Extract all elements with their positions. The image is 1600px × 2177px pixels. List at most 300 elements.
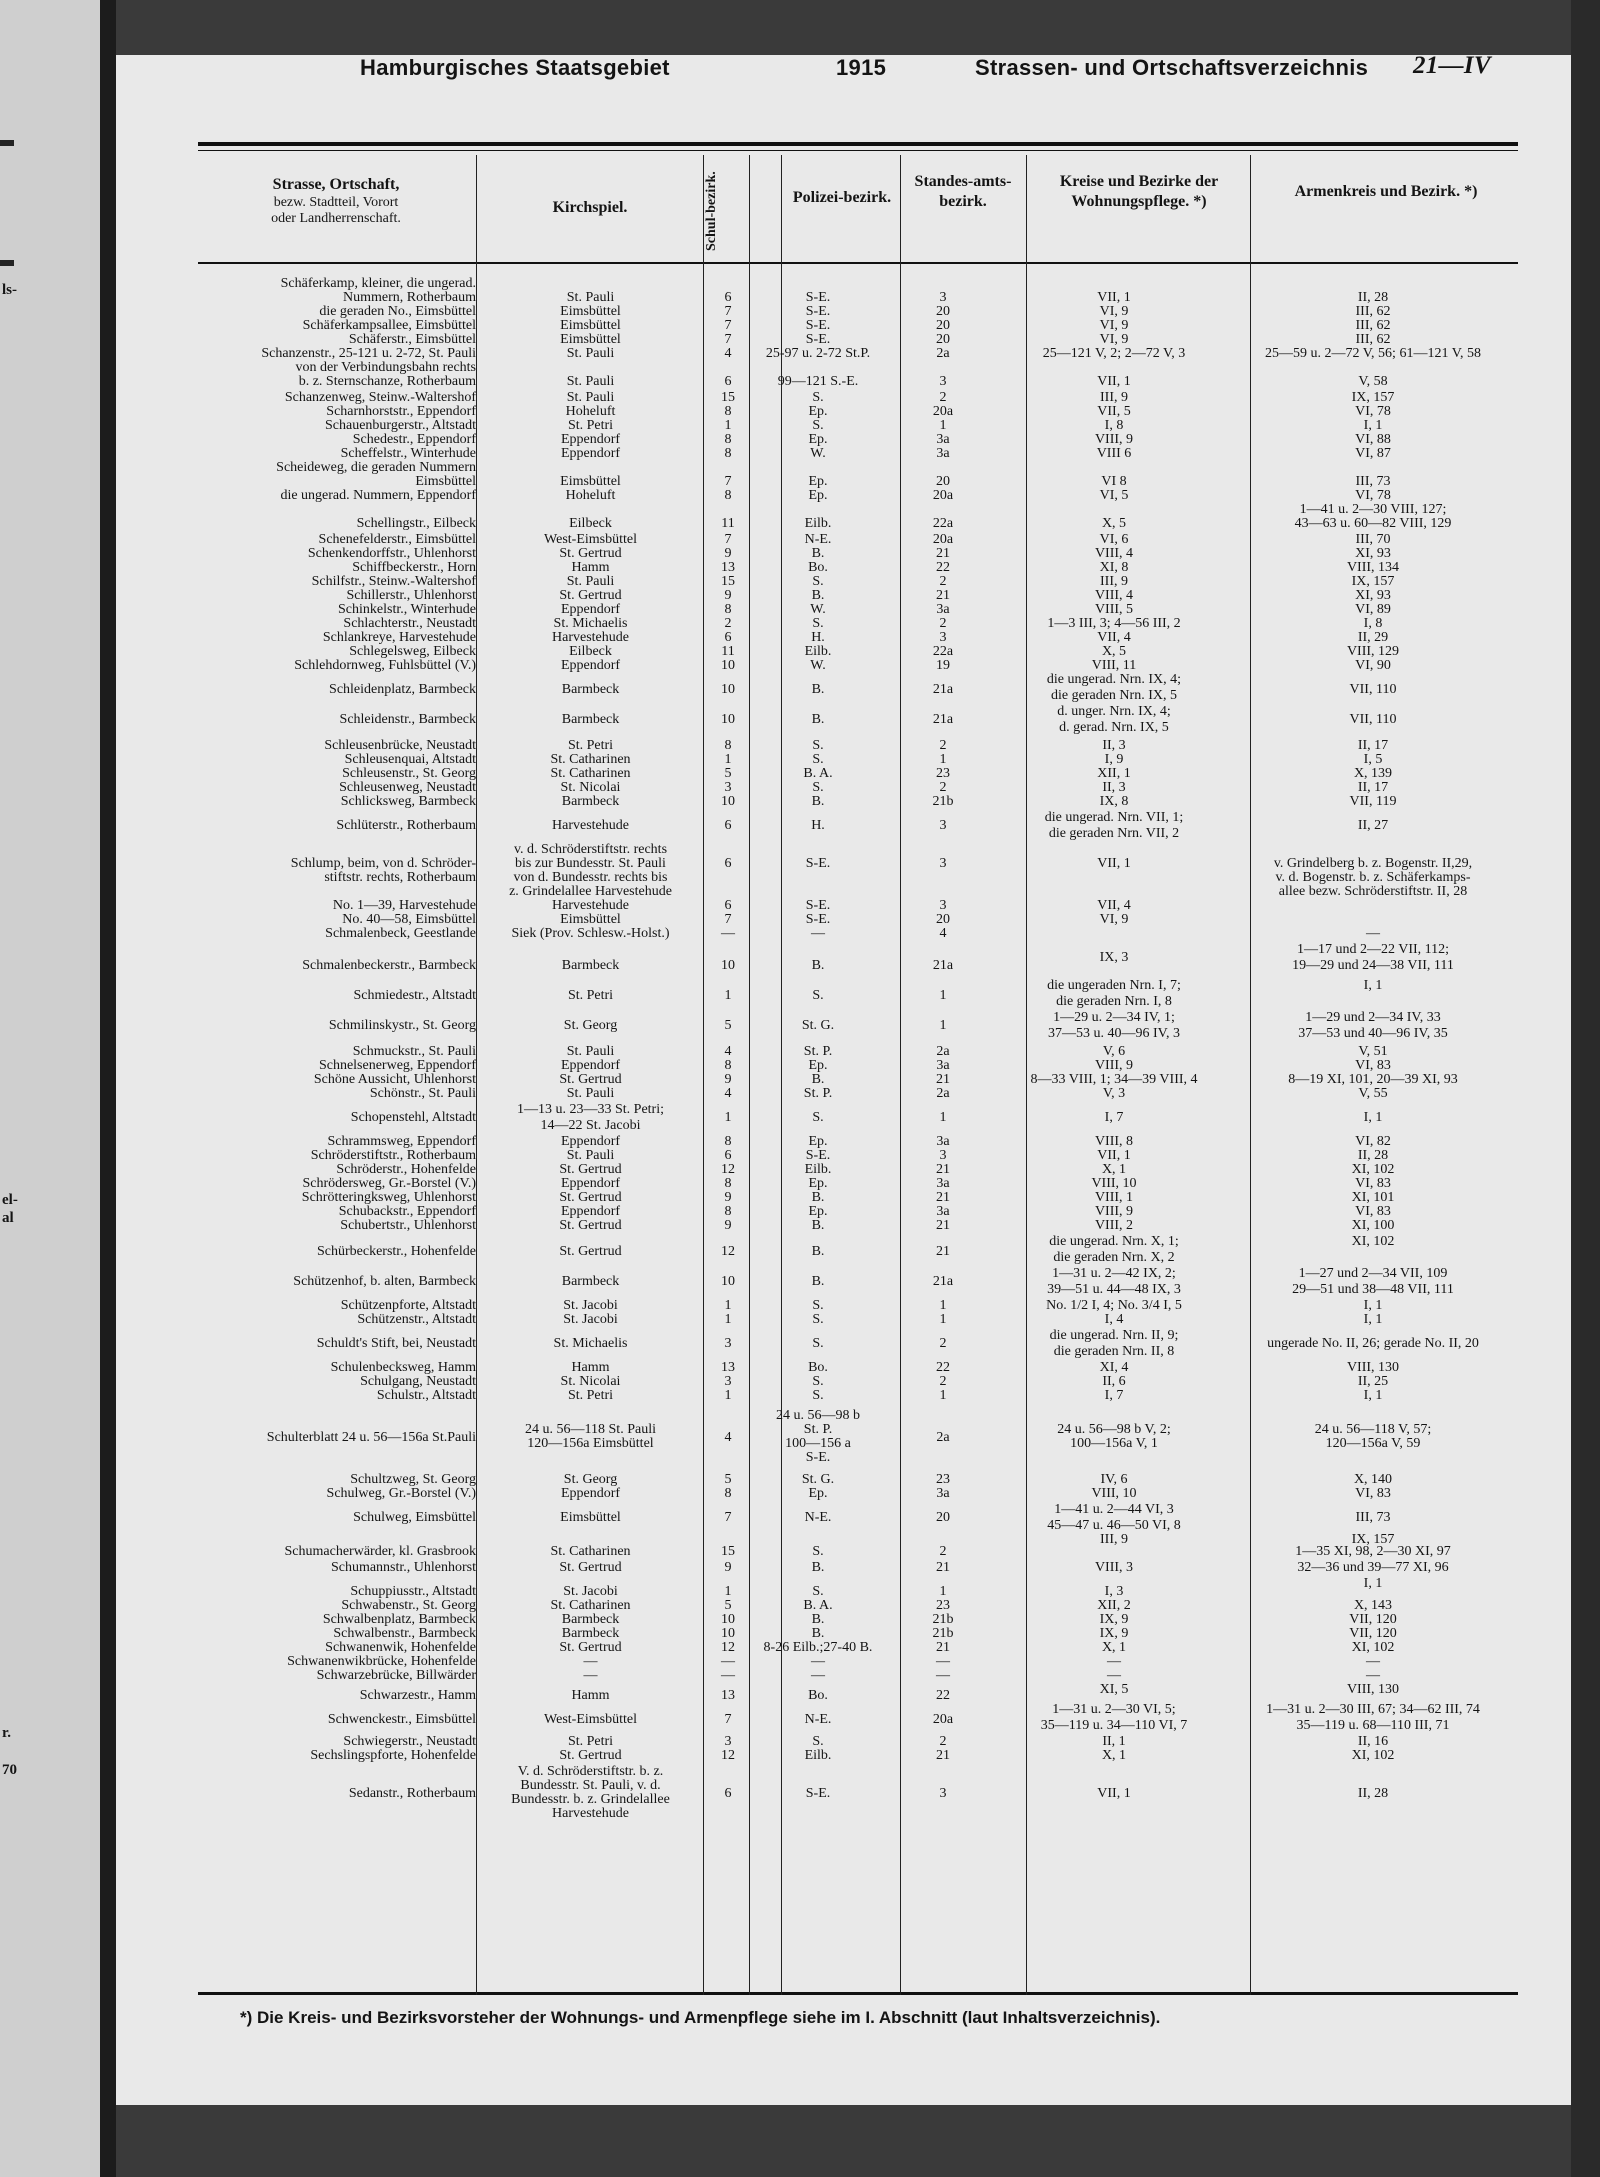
armenkreis-cell: II, 17 (1357, 780, 1389, 795)
street-name-cell: Schlump, beim, von d. Schröder- (290, 856, 476, 871)
schulbezirk-cell: 11 (721, 644, 735, 659)
standesamtsbezirk-cell: 21a (932, 682, 954, 697)
schulbezirk-cell: 6 (724, 856, 732, 871)
polizeibezirk-cell: Ep. (808, 1486, 828, 1501)
schulbezirk-cell: 9 (724, 1560, 732, 1575)
schulbezirk-cell: 10 (721, 712, 735, 727)
armenkreis-cell: V, 55 (1358, 1086, 1388, 1101)
kirchspiel-cell: St. Gertrud (559, 546, 622, 561)
armenkreis-cell: V, 51 (1358, 1044, 1388, 1059)
polizeibezirk-cell: S-E. (805, 304, 831, 319)
wohnungspflege-cell: VII, 5 (1097, 404, 1131, 419)
armenkreis-cell: VII, 119 (1349, 794, 1397, 809)
wohnungspflege-cell: IX, 9 (1099, 1626, 1129, 1641)
schulbezirk-cell: 6 (724, 290, 732, 305)
kirchspiel-cell: Eppendorf (560, 602, 621, 617)
polizeibezirk-cell: Ep. (808, 432, 828, 447)
armenkreis-cell: IX, 157 (1351, 574, 1395, 589)
street-directory-table (198, 276, 1518, 1986)
street-name-cell: Schröderstr., Hohenfelde (336, 1162, 476, 1177)
standesamtsbezirk-cell: 3 (939, 1148, 947, 1163)
standesamtsbezirk-cell: 3 (939, 374, 947, 389)
street-name-cell: Schäferkampsallee, Eimsbüttel (302, 318, 476, 333)
street-name-cell: Schenefelderstr., Eimsbüttel (318, 532, 476, 547)
armenkreis-cell: VIII, 129 (1346, 644, 1400, 659)
wohnungspflege-cell: VIII, 8 (1094, 1134, 1134, 1149)
kirchspiel-cell: Eimsbüttel (560, 332, 621, 347)
wohnungspflege-cell: — (1107, 1668, 1121, 1683)
armenkreis-cell: VI, 83 (1355, 1058, 1391, 1073)
polizeibezirk-cell: S-E. (805, 290, 831, 305)
schulbezirk-cell: 8 (724, 602, 732, 617)
kirchspiel-cell: Siek (Prov. Schlesw.-Holst.) (511, 926, 670, 941)
wohnungspflege-cell: IX, 9 (1099, 1612, 1129, 1627)
polizeibezirk-cell: Eilb. (804, 1162, 832, 1177)
wohnungspflege-cell: VI, 9 (1099, 318, 1129, 333)
standesamtsbezirk-cell: 21 (936, 1190, 950, 1205)
wohnungspflege-cell: die geraden Nrn. II, 8 (1053, 1344, 1175, 1359)
kirchspiel-cell: Eppendorf (560, 432, 621, 447)
polizeibezirk-cell: S. (812, 1110, 824, 1125)
polizeibezirk-cell: S-E. (805, 856, 831, 871)
armenkreis-cell: II, 16 (1357, 1734, 1389, 1749)
street-name-cell: No. 40—58, Eimsbüttel (342, 912, 476, 927)
schulbezirk-cell: 12 (721, 1162, 735, 1177)
standesamtsbezirk-cell: 3 (939, 818, 947, 833)
standesamtsbezirk-cell: 1 (939, 1388, 947, 1403)
street-name-cell: die ungerad. Nummern, Eppendorf (280, 488, 476, 503)
schulbezirk-cell: 9 (724, 1072, 732, 1087)
kirchspiel-cell: St. Catharinen (550, 752, 631, 767)
polizeibezirk-cell: Eilb. (804, 644, 832, 659)
column-header-kirchspiel: Kirchspiel. (552, 199, 628, 216)
kirchspiel-cell: St. Catharinen (550, 1544, 631, 1559)
schulbezirk-cell: 9 (724, 588, 732, 603)
kirchspiel-cell: St. Pauli (566, 290, 615, 305)
wohnungspflege-cell: V, 6 (1102, 1044, 1126, 1059)
schulbezirk-cell: 4 (724, 346, 732, 361)
armenkreis-cell: III, 62 (1355, 304, 1391, 319)
wohnungspflege-cell: I, 7 (1104, 1388, 1124, 1403)
schulbezirk-cell: 8 (724, 488, 732, 503)
polizeibezirk-cell: B. (811, 1190, 825, 1205)
standesamtsbezirk-cell: 2 (939, 1734, 947, 1749)
armenkreis-cell: I, 5 (1363, 752, 1383, 767)
polizeibezirk-cell: S-E. (805, 318, 831, 333)
wohnungspflege-cell: X, 1 (1101, 1640, 1127, 1655)
kirchspiel-cell: Eimsbüttel (560, 912, 621, 927)
polizeibezirk-cell: S. (812, 1298, 824, 1313)
schulbezirk-cell: 15 (721, 1544, 735, 1559)
armenkreis-cell: X, 139 (1353, 766, 1393, 781)
wohnungspflege-cell: VI 8 (1101, 474, 1127, 489)
wohnungspflege-cell: II, 1 (1102, 1734, 1126, 1749)
schulbezirk-cell: 6 (724, 1786, 732, 1801)
standesamtsbezirk-cell: 3 (939, 630, 947, 645)
kirchspiel-cell: Eppendorf (560, 1204, 621, 1219)
wohnungspflege-cell: V, 3 (1102, 1086, 1126, 1101)
wohnungspflege-cell: VIII, 3 (1094, 1560, 1134, 1575)
kirchspiel-cell: Hoheluft (565, 488, 616, 503)
standesamtsbezirk-cell: 2a (936, 1044, 950, 1059)
kirchspiel-cell: Hamm (571, 1688, 610, 1703)
kirchspiel-cell: St. Pauli (566, 574, 615, 589)
polizeibezirk-cell: Ep. (808, 404, 828, 419)
standesamtsbezirk-cell: 2 (939, 1544, 947, 1559)
kirchspiel-cell: St. Gertrud (559, 1190, 622, 1205)
armenkreis-cell: 120—156a V, 59 (1325, 1436, 1421, 1451)
wohnungspflege-cell: I, 4 (1104, 1312, 1124, 1327)
standesamtsbezirk-cell: 2 (939, 1374, 947, 1389)
armenkreis-cell: VI, 78 (1355, 488, 1391, 503)
wohnungspflege-cell: VI, 9 (1099, 332, 1129, 347)
kirchspiel-cell: Eppendorf (560, 1486, 621, 1501)
wohnungspflege-cell: die ungerad. Nrn. VII, 1; (1044, 810, 1184, 825)
armenkreis-cell: VIII, 134 (1346, 560, 1400, 575)
schulbezirk-cell: 11 (721, 516, 735, 531)
prev-page-fragment: 70 (2, 1762, 17, 1778)
wohnungspflege-cell: VIII, 9 (1094, 432, 1134, 447)
armenkreis-cell: II, 28 (1357, 1148, 1389, 1163)
armenkreis-cell: — (1366, 1668, 1380, 1683)
street-name-cell: Schwanenwik, Hohenfelde (325, 1640, 476, 1655)
kirchspiel-cell: St. Gertrud (559, 1244, 622, 1259)
wohnungspflege-cell: VI, 9 (1099, 304, 1129, 319)
armenkreis-cell: 35—119 u. 68—110 III, 71 (1296, 1718, 1450, 1733)
schulbezirk-cell: 8 (724, 1176, 732, 1191)
street-name-cell: Schleusenquai, Altstadt (344, 752, 476, 767)
schulbezirk-cell: 1 (724, 988, 732, 1003)
armenkreis-cell: v. d. Bogenstr. b. z. Schäferkamps- (1275, 870, 1471, 885)
prev-page-fragment: el- (2, 1192, 18, 1208)
armenkreis-cell: X, 143 (1353, 1598, 1393, 1613)
armenkreis-cell: III, 62 (1355, 332, 1391, 347)
polizeibezirk-cell: Ep. (808, 474, 828, 489)
street-name-cell: Schleusenstr., St. Georg (342, 766, 476, 781)
column-header-rule (198, 262, 1518, 264)
standesamtsbezirk-cell: 21 (936, 1244, 950, 1259)
wohnungspflege-cell: XI, 4 (1099, 1360, 1129, 1375)
wohnungspflege-cell: XI, 5 (1099, 1682, 1129, 1697)
armenkreis-cell: III, 62 (1355, 318, 1391, 333)
schulbezirk-cell: 12 (721, 1748, 735, 1763)
street-name-cell: Schmilinskystr., St. Georg (328, 1018, 476, 1033)
standesamtsbezirk-cell: 21b (932, 1626, 954, 1641)
armenkreis-cell: II, 29 (1357, 630, 1389, 645)
standesamtsbezirk-cell: 2 (939, 1336, 947, 1351)
polizeibezirk-cell: 100—156 a (785, 1436, 851, 1451)
standesamtsbezirk-cell: 22 (936, 1360, 950, 1375)
standesamtsbezirk-cell: 23 (936, 1472, 950, 1487)
polizeibezirk-cell: N-E. (804, 1712, 832, 1727)
kirchspiel-cell: Eimsbüttel (560, 304, 621, 319)
kirchspiel-cell: Barmbeck (561, 794, 620, 809)
schulbezirk-cell: 8 (724, 738, 732, 753)
kirchspiel-cell: Hoheluft (565, 404, 616, 419)
kirchspiel-cell: Barmbeck (561, 712, 620, 727)
column-subtitle: oder Landherrenschaft. (271, 211, 401, 226)
standesamtsbezirk-cell: 1 (939, 1312, 947, 1327)
wohnungspflege-cell: III, 9 (1100, 1532, 1128, 1547)
standesamtsbezirk-cell: 20 (936, 474, 950, 489)
polizeibezirk-cell: S. (812, 752, 824, 767)
standesamtsbezirk-cell: 23 (936, 766, 950, 781)
armenkreis-cell: 25—59 u. 2—72 V, 56; 61—121 V, 58 (1265, 346, 1481, 361)
street-name-cell: Schleusenweg, Neustadt (339, 780, 476, 795)
kirchspiel-cell: St. Gertrud (559, 1072, 622, 1087)
kirchspiel-cell: St. Jacobi (563, 1312, 618, 1327)
street-name-cell: Schilfstr., Steinw.-Waltershof (311, 574, 476, 589)
kirchspiel-cell: St. Jacobi (563, 1298, 618, 1313)
column-header-polizei: Polizei-bezirk. (792, 189, 892, 206)
standesamtsbezirk-cell: 2 (939, 390, 947, 405)
kirchspiel-cell: St. Petri (567, 988, 614, 1003)
wohnungspflege-cell: VIII, 4 (1094, 546, 1134, 561)
armenkreis-cell: VII, 110 (1349, 712, 1397, 727)
wohnungspflege-cell: VI, 6 (1099, 532, 1129, 547)
schulbezirk-cell: 7 (724, 474, 732, 489)
schulbezirk-cell: 12 (721, 1244, 735, 1259)
polizeibezirk-cell: B. (811, 958, 825, 973)
column-subtitle: bezw. Stadtteil, Vorort (273, 195, 399, 210)
header-rule-thin (198, 150, 1518, 151)
schulbezirk-cell: 7 (724, 304, 732, 319)
armenkreis-cell: VI, 90 (1355, 658, 1391, 673)
armenkreis-cell: 37—53 und 40—96 IV, 35 (1298, 1026, 1448, 1041)
armenkreis-cell: I, 1 (1363, 1312, 1383, 1327)
column-header-standesamt: Standes-amts-bezirk. (914, 173, 1012, 210)
kirchspiel-cell: bis zur Bundesstr. St. Pauli (515, 856, 666, 871)
armenkreis-cell: 1—35 XI, 98, 2—30 XI, 97 (1295, 1544, 1451, 1559)
standesamtsbezirk-cell: 4 (939, 926, 947, 941)
armenkreis-cell: ungerade No. II, 26; gerade No. II, 20 (1267, 1336, 1479, 1351)
footnote: *) Die Kreis- und Bezirksvorsteher der Wohnungs- und Armenpflege siehe im I. Abschnitt (laut Inhaltsverzeichnis). (240, 2008, 1161, 2027)
standesamtsbezirk-cell: 19 (936, 658, 950, 673)
schulbezirk-cell: 6 (724, 898, 732, 913)
standesamtsbezirk-cell: 1 (939, 752, 947, 767)
standesamtsbezirk-cell: 1 (939, 1298, 947, 1313)
schulbezirk-cell: 8 (724, 1204, 732, 1219)
armenkreis-cell: II, 28 (1357, 1786, 1389, 1801)
standesamtsbezirk-cell: 3 (939, 856, 947, 871)
wohnungspflege-cell: IX, 8 (1099, 794, 1129, 809)
standesamtsbezirk-cell: 21 (936, 1560, 950, 1575)
polizeibezirk-cell: B. (811, 1626, 825, 1641)
polizeibezirk-cell: Ep. (808, 1058, 828, 1073)
standesamtsbezirk-cell: 2 (939, 780, 947, 795)
armenkreis-cell: XI, 102 (1351, 1640, 1395, 1655)
armenkreis-cell: 1—27 und 2—34 VII, 109 (1298, 1266, 1448, 1281)
street-name-cell: Schwanenwikbrücke, Hohenfelde (287, 1654, 476, 1669)
armenkreis-cell: III, 70 (1355, 532, 1391, 547)
street-name-cell: Schwiegerstr., Neustadt (343, 1734, 476, 1749)
wohnungspflege-cell: VIII, 1 (1094, 1190, 1134, 1205)
polizeibezirk-cell: — (811, 926, 825, 941)
kirchspiel-cell: West-Eimsbüttel (544, 1712, 637, 1727)
kirchspiel-cell: Eimsbüttel (560, 474, 621, 489)
polizeibezirk-cell: S. (812, 738, 824, 753)
kirchspiel-cell: St. Pauli (566, 390, 615, 405)
standesamtsbezirk-cell: 2 (939, 574, 947, 589)
armenkreis-cell: II, 27 (1357, 818, 1389, 833)
schulbezirk-cell: 1 (724, 1388, 732, 1403)
schulbezirk-cell: 9 (724, 1190, 732, 1205)
kirchspiel-cell: St. Georg (563, 1472, 618, 1487)
street-name-cell: Schlehdornweg, Fuhlsbüttel (V.) (294, 658, 476, 673)
kirchspiel-cell: St. Pauli (566, 1044, 615, 1059)
wohnungspflege-cell: II, 6 (1102, 1374, 1126, 1389)
armenkreis-cell: XI, 102 (1351, 1748, 1395, 1763)
street-name-cell: No. 1—39, Harvestehude (332, 898, 476, 913)
wohnungspflege-cell: No. 1/2 I, 4; No. 3/4 I, 5 (1046, 1298, 1182, 1313)
schulbezirk-cell: 3 (724, 1374, 732, 1389)
polizeibezirk-cell: W. (810, 658, 826, 673)
kirchspiel-cell: St. Catharinen (550, 1598, 631, 1613)
standesamtsbezirk-cell: 3a (936, 1204, 950, 1219)
polizeibezirk-cell: S. (812, 1312, 824, 1327)
wohnungspflege-cell: 1—3 III, 3; 4—56 III, 2 (1047, 616, 1181, 631)
polizeibezirk-cell: 24 u. 56—98 b (776, 1408, 860, 1423)
wohnungspflege-cell: d. gerad. Nrn. IX, 5 (1059, 720, 1169, 735)
wohnungspflege-cell: VIII, 10 (1091, 1486, 1137, 1501)
standesamtsbezirk-cell: 21b (932, 1612, 954, 1627)
armenkreis-cell: — (1366, 926, 1380, 941)
kirchspiel-cell: 120—156a Eimsbüttel (527, 1436, 654, 1451)
standesamtsbezirk-cell: 20 (936, 304, 950, 319)
standesamtsbezirk-cell: 21a (932, 1274, 954, 1289)
standesamtsbezirk-cell: 20a (932, 488, 954, 503)
street-name-cell: Schäferstr., Eimsbüttel (348, 332, 476, 347)
street-name-cell: Schulenbecksweg, Hamm (330, 1360, 476, 1375)
polizeibezirk-cell: N-E. (804, 532, 832, 547)
street-name-cell: Schröderstiftstr., Rotherbaum (310, 1148, 476, 1163)
wohnungspflege-cell: VI, 9 (1099, 912, 1129, 927)
standesamtsbezirk-cell: 3 (939, 1786, 947, 1801)
polizeibezirk-cell: Bo. (808, 1688, 828, 1703)
prev-page-fragment: al (2, 1210, 14, 1226)
armenkreis-cell: XI, 101 (1351, 1190, 1395, 1205)
polizeibezirk-cell: 25-97 u. 2-72 St.P. (765, 346, 871, 361)
street-name-cell: Schwalbenstr., Barmbeck (333, 1626, 476, 1641)
polizeibezirk-cell: S. (812, 1584, 824, 1599)
armenkreis-cell: 1—31 u. 2—30 III, 67; 34—62 III, 74 (1266, 1702, 1480, 1717)
polizeibezirk-cell: Ep. (808, 1176, 828, 1191)
kirchspiel-cell: Eppendorf (560, 1176, 621, 1191)
street-name-cell: Schöne Aussicht, Uhlenhorst (313, 1072, 476, 1087)
street-name-cell: Schmuckstr., St. Pauli (352, 1044, 476, 1059)
street-name-cell: Schulweg, Gr.-Borstel (V.) (326, 1486, 476, 1501)
schulbezirk-cell: 8 (724, 1058, 732, 1073)
armenkreis-cell: V, 58 (1358, 374, 1388, 389)
armenkreis-cell: 43—63 u. 60—82 VIII, 129 (1294, 516, 1452, 531)
schulbezirk-cell: 7 (724, 1510, 732, 1525)
schulbezirk-cell: 4 (724, 1430, 732, 1445)
armenkreis-cell: 19—29 und 24—38 VII, 111 (1292, 958, 1454, 973)
street-name-cell: Schulstr., Altstadt (376, 1388, 476, 1403)
wohnungspflege-cell: 1—31 u. 2—42 IX, 2; (1052, 1266, 1176, 1281)
street-name-cell: Schrötteringksweg, Uhlenhorst (301, 1190, 476, 1205)
schulbezirk-cell: 1 (724, 1584, 732, 1599)
schulbezirk-cell: — (721, 926, 735, 941)
street-name-cell: von der Verbindungsbahn rechts (295, 360, 476, 375)
street-name-cell: Schulgang, Neustadt (360, 1374, 476, 1389)
street-name-cell: Nummern, Rotherbaum (343, 290, 476, 305)
schulbezirk-cell: 10 (721, 1274, 735, 1289)
kirchspiel-cell: Harvestehude (552, 898, 629, 913)
kirchspiel-cell: St. Pauli (566, 1086, 615, 1101)
armenkreis-cell: I, 8 (1363, 616, 1383, 631)
schulbezirk-cell: 2 (724, 616, 732, 631)
header-title: Hamburgisches Staatsgebiet (360, 55, 670, 80)
kirchspiel-cell: St. Michaelis (553, 1336, 628, 1351)
wohnungspflege-cell: VII, 4 (1097, 898, 1131, 913)
armenkreis-cell: VI, 83 (1355, 1176, 1391, 1191)
wohnungspflege-cell: X, 5 (1101, 516, 1127, 531)
column-header-strasse (198, 175, 474, 227)
wohnungspflege-cell: die geraden Nrn. IX, 5 (1051, 688, 1177, 703)
polizeibezirk-cell: W. (810, 446, 826, 461)
schulbezirk-cell: 10 (721, 1612, 735, 1627)
street-name-cell: Schulweg, Eimsbüttel (353, 1510, 476, 1525)
polizeibezirk-cell: S-E. (805, 912, 831, 927)
armenkreis-cell: VI, 78 (1355, 404, 1391, 419)
schulbezirk-cell: 5 (724, 1472, 732, 1487)
schulbezirk-cell: 6 (724, 630, 732, 645)
standesamtsbezirk-cell: 1 (939, 418, 947, 433)
standesamtsbezirk-cell: 3a (936, 602, 950, 617)
armenkreis-cell: XI, 93 (1355, 546, 1391, 561)
polizeibezirk-cell: B. (811, 1244, 825, 1259)
polizeibezirk-cell: Bo. (808, 560, 828, 575)
wohnungspflege-cell: VII, 1 (1097, 856, 1131, 871)
polizeibezirk-cell: S. (812, 390, 824, 405)
standesamtsbezirk-cell: 22 (936, 1688, 950, 1703)
kirchspiel-cell: St. Georg (563, 1018, 618, 1033)
street-name-cell: b. z. Sternschanze, Rotherbaum (298, 374, 476, 389)
street-name-cell: Schlüterstr., Rotherbaum (336, 818, 476, 833)
wohnungspflege-cell: I, 9 (1104, 752, 1124, 767)
polizeibezirk-cell: S-E. (805, 1450, 831, 1465)
kirchspiel-cell: Barmbeck (561, 958, 620, 973)
wohnungspflege-cell: VIII, 9 (1094, 1058, 1134, 1073)
schulbezirk-cell: 7 (724, 912, 732, 927)
wohnungspflege-cell: II, 3 (1102, 780, 1126, 795)
kirchspiel-cell: St. Gertrud (559, 1218, 622, 1233)
schulbezirk-cell: 5 (724, 766, 732, 781)
kirchspiel-cell: V. d. Schröderstiftstr. b. z. (517, 1764, 664, 1779)
armenkreis-cell: I, 1 (1363, 1298, 1383, 1313)
street-name-cell: Schützenstr., Altstadt (357, 1312, 476, 1327)
armenkreis-cell: VI, 89 (1355, 602, 1391, 617)
schulbezirk-cell: 4 (724, 1044, 732, 1059)
polizeibezirk-cell: H. (811, 630, 825, 645)
wohnungspflege-cell: IX, 3 (1099, 950, 1129, 965)
kirchspiel-cell: 14—22 St. Jacobi (540, 1118, 641, 1133)
ink-mark (0, 140, 14, 146)
standesamtsbezirk-cell: — (936, 1654, 950, 1669)
kirchspiel-cell: z. Grindelallee Harvestehude (509, 884, 672, 899)
schulbezirk-cell: — (721, 1654, 735, 1669)
street-name-cell: Schleusenbrücke, Neustadt (324, 738, 476, 753)
street-name-cell: Scheideweg, die geraden Nummern (276, 460, 476, 475)
schulbezirk-cell: 8 (724, 446, 732, 461)
wohnungspflege-cell: VIII, 11 (1091, 658, 1137, 673)
standesamtsbezirk-cell: 21 (936, 546, 950, 561)
wohnungspflege-cell: 35—119 u. 34—110 VI, 7 (1040, 1718, 1188, 1733)
kirchspiel-cell: — (583, 1668, 598, 1683)
polizeibezirk-cell: 99—121 S.-E. (777, 374, 859, 389)
street-name-cell: Schwenckestr., Eimsbüttel (327, 1712, 476, 1727)
